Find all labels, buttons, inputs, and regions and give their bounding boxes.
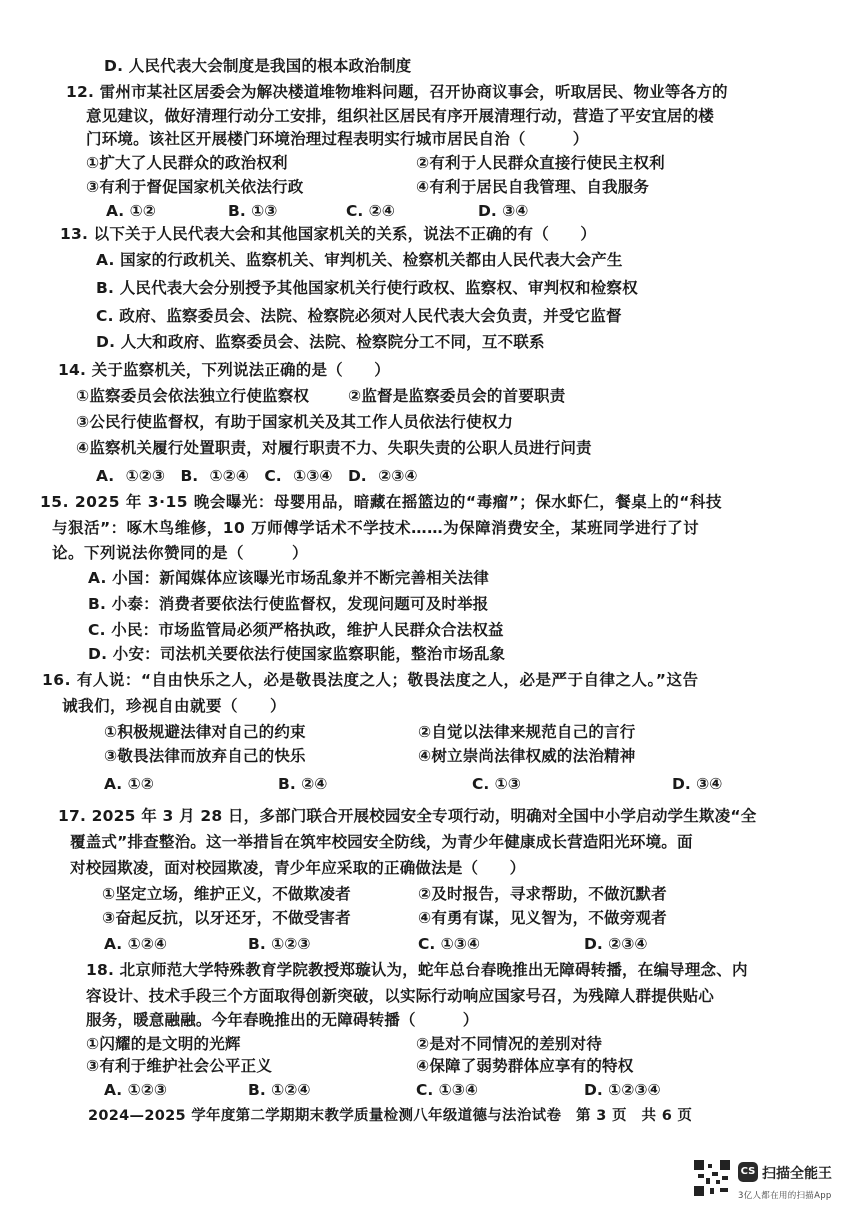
q14-statement-3: ③公民行使监督权，有助于国家机关及其工作人员依法行使权力 [76,413,514,431]
q12-statement-2: ②有利于人民群众直接行使民主权利 [416,154,665,172]
q11-option-d: D. 人民代表大会制度是我国的根本政治制度 [104,57,412,75]
q15-option-d: D. 小安：司法机关要依法行使国家监察职能，整治市场乱象 [88,645,506,663]
q14-statement-1: ①监察委员会依法独立行使监察权 [76,387,310,405]
page-footer: 2024—2025 学年度第二学期期末教学质量检测八年级道德与法治试卷 第 3 页 共 6 页 [88,1108,693,1124]
q12-stem-line1: 12. 雷州市某社区居委会为解决楼道堆物堆料问题，召开协商议事会，听取居民、物业等各方的 [66,83,728,101]
q15-option-b: B. 小泰：消费者要依法行使监督权，发现问题可及时举报 [88,595,489,613]
q17-statement-3: ③奋起反抗，以牙还牙，不做受害者 [102,909,351,927]
q13-option-a: A. 国家的行政机关、监察机关、审判机关、检察机关都由人民代表大会产生 [96,251,623,269]
q15-stem-line2: 与狠活”：啄木鸟维修，10 万师傅学话术不学技术……为保障消费安全，某班同学进行了讨 [52,519,700,537]
q14-statement-2: ②监督是监察委员会的首要职责 [348,387,566,405]
q18-option-a: A. ①②③ [104,1081,167,1099]
q17-statement-1: ①坚定立场，维护正义，不做欺凌者 [102,885,351,903]
q17-statement-2: ②及时报告，寻求帮助，不做沉默者 [418,885,667,903]
q17-statement-4: ④有勇有谋，见义智为，不做旁观者 [418,909,667,927]
q14-options: A. ①②③ B. ①②④ C. ①③④ D. ②③④ [96,467,418,485]
q16-stem-line2: 诫我们，珍视自由就要（ ） [62,697,287,715]
q18-option-b: B. ①②④ [248,1081,311,1099]
q16-option-c: C. ①③ [472,775,521,793]
q14-stem: 14. 关于监察机关，下列说法正确的是（ ） [58,361,390,379]
q15-stem-line1: 15. 2025 年 3·15 晚会曝光：母婴用品，暗藏在摇篮边的“毒瘤”；保水虾仁，餐桌上的“科技 [40,493,722,511]
q16-stem-line1: 16. 有人说：“自由快乐之人，必是敬畏法度之人；敬畏法度之人，必是严于自律之人。”这告 [42,671,699,689]
qr-code-icon [694,1160,730,1196]
q17-option-d: D. ②③④ [584,935,648,953]
q12-statement-1: ①扩大了人民群众的政治权利 [86,154,288,172]
q12-stem-line2: 意见建议，做好清理行动分工安排，组织社区居民有序开展清理行动，营造了平安宜居的楼 [86,107,715,125]
q16-statement-2: ②自觉以法律来规范自己的言行 [418,723,636,741]
q13-option-d: D. 人大和政府、监察委员会、法院、检察院分工不同，互不联系 [96,333,545,351]
q15-stem-line3: 论。下列说法你赞同的是（ ） [52,544,309,562]
q17-option-a: A. ①②④ [104,935,167,953]
q17-option-c: C. ①③④ [418,935,481,953]
q12-option-a: A. ①② [106,202,156,220]
q16-statement-1: ①积极规避法律对自己的约束 [104,723,306,741]
q16-option-d: D. ③④ [672,775,723,793]
q16-option-b: B. ②④ [278,775,328,793]
q16-statement-3: ③敬畏法律而放弃自己的快乐 [104,747,306,765]
q13-stem: 13. 以下关于人民代表大会和其他国家机关的关系，说法不正确的有（ ） [60,225,597,243]
q18-option-c: C. ①③④ [416,1081,479,1099]
q15-option-a: A. 小国：新闻媒体应该曝光市场乱象并不断完善相关法律 [88,569,489,587]
q17-stem-line2: 覆盖式”排查整治。这一举措旨在筑牢校园安全防线，为青少年健康成长营造阳光环境。面 [70,833,693,851]
q15-option-c: C. 小民：市场监管局必须严格执政，维护人民群众合法权益 [88,621,504,639]
q18-stem-line3: 服务，暖意融融。今年春晚推出的无障碍转播（ ） [86,1011,479,1029]
camscanner-logo-icon: CS [738,1162,758,1182]
q13-option-c: C. 政府、监察委员会、法院、检察院必须对人民代表大会负责，并受它监督 [96,307,622,325]
q17-stem-line3: 对校园欺凌，面对校园欺凌，青少年应采取的正确做法是（ ） [70,859,526,877]
q14-statement-4: ④监察机关履行处置职责，对履行职责不力、失职失责的公职人员进行问责 [76,439,592,457]
q18-option-d: D. ①②③④ [584,1081,661,1099]
q16-option-a: A. ①② [104,775,154,793]
q18-statement-3: ③有利于维护社会公平正义 [86,1057,273,1075]
q12-option-c: C. ②④ [346,202,395,220]
q18-stem-line1: 18. 北京师范大学特殊教育学院教授郑璇认为，蛇年总台春晚推出无障碍转播，在编导理念、内 [86,961,748,979]
q12-option-b: B. ①③ [228,202,278,220]
q17-option-b: B. ①②③ [248,935,311,953]
q12-statement-4: ④有利于居民自我管理、自我服务 [416,178,650,196]
q18-statement-4: ④保障了弱势群体应享有的特权 [416,1057,634,1075]
q12-option-d: D. ③④ [478,202,529,220]
q18-stem-line2: 容设计、技术手段三个方面取得创新突破，以实际行动响应国家号召，为残障人群提供贴心 [86,987,715,1005]
scanner-tagline: 3亿人都在用的扫描App [738,1191,832,1201]
q12-statement-3: ③有利于督促国家机关依法行政 [86,178,304,196]
q18-statement-1: ①闪耀的是文明的光辉 [86,1035,241,1053]
scanner-app-name: 扫描全能王 [762,1166,832,1182]
q17-stem-line1: 17. 2025 年 3 月 28 日，多部门联合开展校园安全专项行动，明确对全国中小学启动学生欺凌“全 [58,807,757,825]
q12-stem-line3: 门环境。该社区开展楼门环境治理过程表明实行城市居民自治（ ） [86,130,589,148]
q13-option-b: B. 人民代表大会分别授予其他国家机关行使行政权、监察权、审判权和检察权 [96,279,638,297]
q18-statement-2: ②是对不同情况的差别对待 [416,1035,603,1053]
q16-statement-4: ④树立崇尚法律权威的法治精神 [418,747,636,765]
